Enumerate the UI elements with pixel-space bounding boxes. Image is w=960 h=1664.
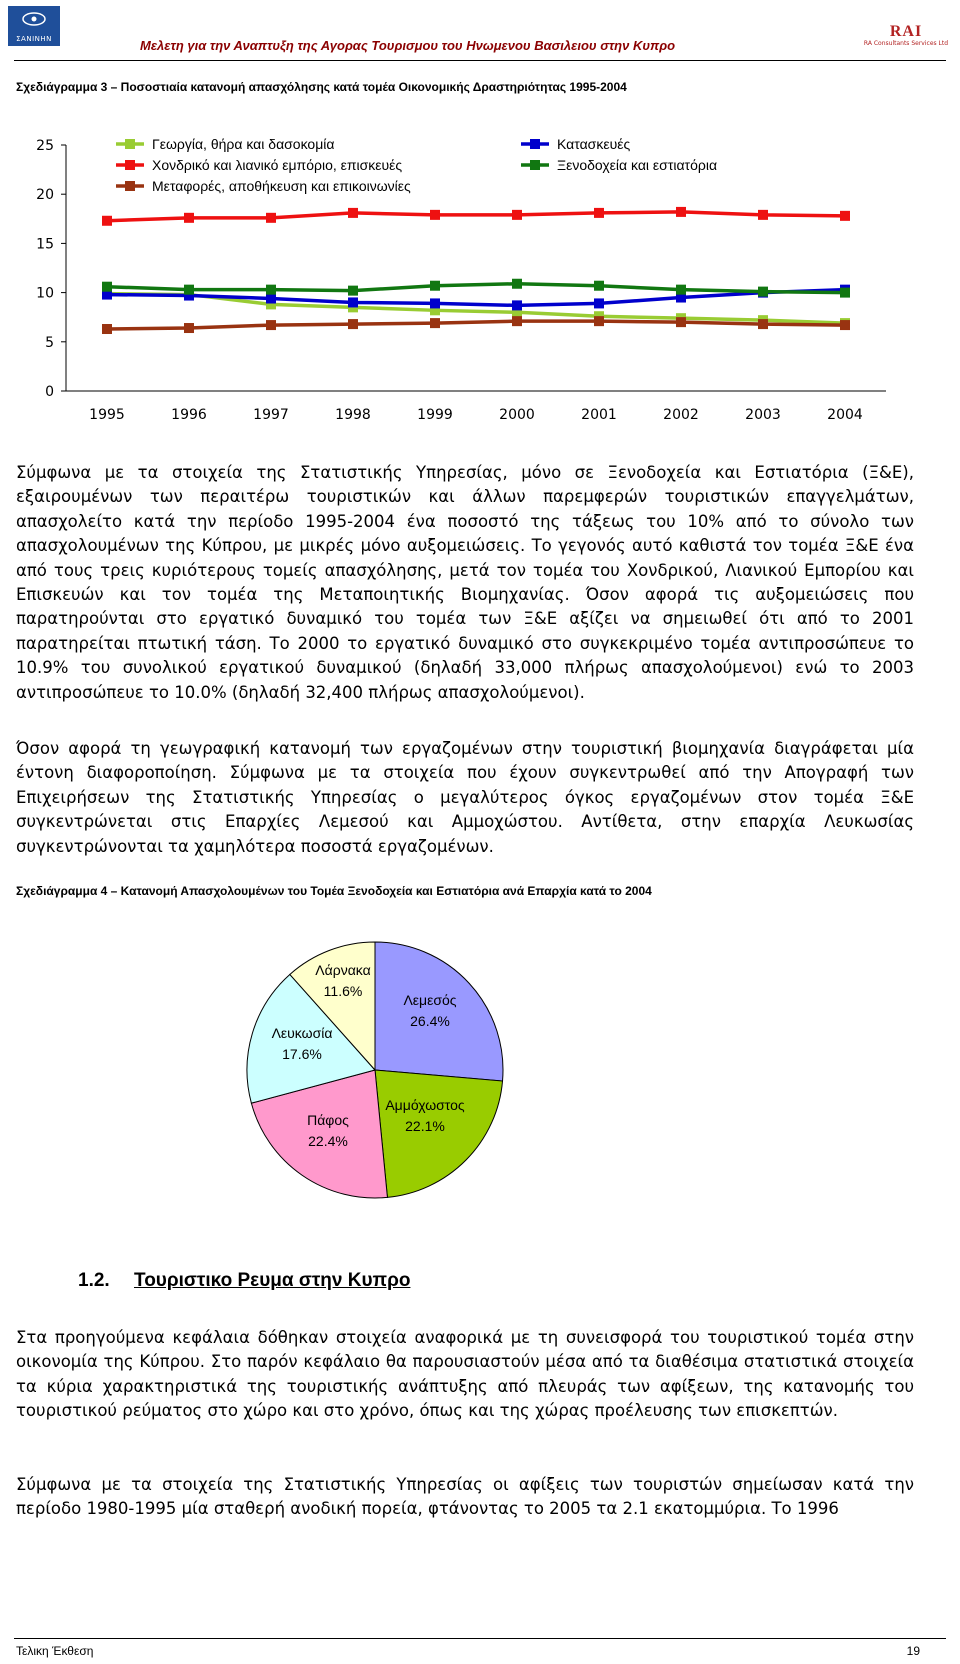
pie-category-label: Λάρνακα [315, 962, 371, 978]
footer-divider [14, 1638, 946, 1639]
section-title: Τουριστικο Ρευμα στην Κυπρο [134, 1270, 411, 1291]
header-divider [14, 60, 946, 61]
x-tick-label: 1996 [171, 407, 207, 423]
series-point [430, 281, 440, 291]
series-point [594, 316, 604, 326]
section-heading [78, 1270, 410, 1292]
series-point [266, 285, 276, 295]
pie-category-label: Πάφος [307, 1112, 349, 1128]
legend-label: Γεωργία, θήρα και δασοκομία [152, 136, 335, 152]
pie-value-label: 17.6% [282, 1046, 322, 1062]
series-point [184, 285, 194, 295]
legend-swatch-marker [125, 160, 135, 170]
pie-slice [375, 942, 503, 1081]
series-point [266, 320, 276, 330]
series-point [840, 288, 850, 298]
paragraph-3: Στα προηγούμενα κεφάλαια δόθηκαν στοιχεία αναφορικά με τη συνεισφορά του τουριστικού τομέα στην οικονομία της Κύπρου. Στο παρόν κεφάλαιο θα παρουσιαστούν μέσα από τα διαθέσιμα στατιστικά στοιχεία τα κύρια χαρακτηριστικά της τουριστικής ανάπτυξης από πλευράς των αφίξεων, της κατανομής του τουριστικού ρεύματος στο χώρο και στο χρόνο, όπως και της χώρας προέλευσης των επισκεπτών. [16, 1328, 914, 1421]
pie-category-label: Λεμεσός [403, 992, 457, 1008]
pie-value-label: 22.4% [308, 1133, 348, 1149]
series-point [840, 211, 850, 221]
series-point [348, 208, 358, 218]
series-line [107, 284, 845, 293]
series-point [594, 208, 604, 218]
legend-swatch-marker [125, 139, 135, 149]
series-line [107, 212, 845, 221]
logo-right-text: RAI [889, 23, 923, 40]
series-point [348, 297, 358, 307]
legend-swatch-marker [530, 139, 540, 149]
legend-label: Ξενοδοχεία και εστιατόρια [557, 157, 718, 173]
legend-label: Μεταφορές, αποθήκευση και επικοινωνίες [152, 178, 411, 194]
pie-value-label: 26.4% [410, 1013, 450, 1029]
page-number: 19 [906, 1644, 920, 1658]
legend-swatch-marker [125, 181, 135, 191]
series-point [512, 210, 522, 220]
legend-swatch-marker [530, 160, 540, 170]
header-logo-left [8, 6, 60, 46]
y-tick-label: 10 [36, 285, 54, 302]
pie-category-label: Λευκωσία [271, 1025, 333, 1041]
header-logo-right [860, 24, 952, 50]
x-tick-label: 2003 [745, 407, 781, 423]
series-point [430, 298, 440, 308]
x-tick-label: 2002 [663, 407, 699, 423]
x-tick-label: 1999 [417, 407, 453, 423]
series-point [676, 285, 686, 295]
y-tick-label: 15 [36, 236, 54, 253]
logo-mark-icon [22, 12, 46, 26]
y-tick-label: 20 [36, 187, 54, 204]
series-point [430, 318, 440, 328]
pie-chart [240, 930, 540, 1230]
series-point [676, 207, 686, 217]
series-point [348, 319, 358, 329]
figure4-caption: Σχεδιάγραμμα 4 – Κατανομή Απασχολουμένων του Τομέα Ξενοδοχεία και Εστιατόρια ανά Επαρχία κατά το 2004 [16, 884, 652, 898]
paragraph-1: Σύμφωνα με τα στοιχεία της Στατιστικής Υπηρεσίας, μόνο σε Ξενοδοχεία και Εστιατόρια (Ξ&Ε), εξαιρουμένων των περαιτέρω τουριστικών και άλλων παρεμφερών τουριστικών επαγγελμάτων, απασχολείτο κατά την περίοδο 1995-2004 ένα ποσοστό της τάξεως του 10% από το σύνολο των απασχολουμένων της Κύπρου, με μικρές μόνο αυξομειώσεις. Το γεγονός αυτό καθιστά τον τομέα Ξ&Ε ένα από τους τρεις κυριότερους τομείς απασχόλησης, μετά τον τομέα του Χονδρικού, Λιανικού Εμπορίου και Επισκευών και τον τομέα της Μεταποιητικής Βιομηχανίας. Όσον αφορά τις αυξομειώσεις που παρατηρούνται στο εργατικό δυναμικό του τομέα των Ξ&Ε αξίζει να σημειωθεί ότι από το 2001 παρατηρείται πτωτική τάση. Το 2000 το εργατικό δυναμικό στο συγκεκριμένο τομέα αντιπροσώπευε το 10.9% του συνολικού εργατικού δυναμικού (δηλαδή 33,000 πλήρως απασχολούμενοι) ενώ το 2003 αντιπροσώπευε το 10.0% (δηλαδή 32,400 πλήρως απασχολούμενοι). [16, 463, 914, 702]
x-tick-label: 2001 [581, 407, 617, 423]
paragraph-2: Όσον αφορά τη γεωγραφική κατανομή των εργαζομένων στην τουριστική βιομηχανία διαγράφεται μία έντονη διαφοροποίηση. Σύμφωνα με τα στοιχεία που έχουν συγκεντρωθεί από την Απογραφή των Επιχειρήσεων της Στατιστικής Υπηρεσίας ο μεγαλύτερος όγκος εργαζομένων στον τομέα Ξ&Ε συγκεντρώνεται στις Επαρχίες Λεμεσού και Αμμοχώστου. Αντίθετα, στην επαρχία Λευκωσίας συγκεντρώνονται τα χαμηλότερα ποσοστά εργαζομένων. [16, 739, 914, 856]
series-point [184, 323, 194, 333]
series-point [758, 287, 768, 297]
x-tick-label: 1995 [89, 407, 125, 423]
logo-left-text: ΣΑΝΙΝΗΝ [16, 35, 52, 43]
x-tick-label: 2004 [827, 407, 863, 423]
series-point [430, 210, 440, 220]
series-point [102, 324, 112, 334]
series-point [758, 210, 768, 220]
footer-report-title: Τελικη Έκθεση [16, 1644, 94, 1658]
series-point [512, 279, 522, 289]
series-point [184, 213, 194, 223]
y-tick-label: 5 [45, 334, 54, 351]
legend-label: Κατασκευές [557, 136, 631, 152]
series-point [840, 320, 850, 330]
series-point [266, 213, 276, 223]
series-line [107, 321, 845, 329]
section-number: 1.2. [78, 1270, 110, 1291]
logo-right-subtext: RA Consultants Services Ltd [863, 40, 949, 47]
series-point [512, 316, 522, 326]
pie-value-label: 11.6% [323, 983, 363, 999]
legend-label: Χονδρικό και λιανικό εμπόριο, επισκευές [152, 157, 403, 173]
series-point [102, 282, 112, 292]
series-point [266, 294, 276, 304]
x-tick-label: 1997 [253, 407, 289, 423]
x-tick-label: 1998 [335, 407, 371, 423]
series-point [594, 281, 604, 291]
y-tick-label: 0 [45, 384, 54, 400]
line-chart [16, 128, 896, 428]
paragraph-4: Σύμφωνα με τα στοιχεία της Στατιστικής Υπηρεσίας οι αφίξεις των τουριστών σημείωσαν κατά την περίοδο 1980-1995 μία σταθερή ανοδική πορεία, φτάνοντας το 2005 τα 2.1 εκατομμύρια. Το 1996 [16, 1475, 914, 1519]
series-point [512, 300, 522, 310]
series-point [348, 286, 358, 296]
pie-category-label: Αμμόχωστος [385, 1097, 465, 1113]
x-tick-label: 2000 [499, 407, 535, 423]
y-tick-label: 25 [36, 138, 54, 154]
page-header-title: Μελετη για την Αναπτυξη της Αγορας Τουρισμου του Ηνωμενου Βασιλειου στην Κυπρο [140, 38, 676, 53]
series-point [594, 298, 604, 308]
series-point [758, 319, 768, 329]
pie-value-label: 22.1% [405, 1118, 445, 1134]
figure3-caption: Σχεδιάγραμμα 3 – Ποσοστιαία κατανομή απασχόλησης κατά τομέα Οικονομικής Δραστηριότητας 1995-2004 [16, 80, 627, 94]
series-point [676, 317, 686, 327]
series-point [102, 216, 112, 226]
